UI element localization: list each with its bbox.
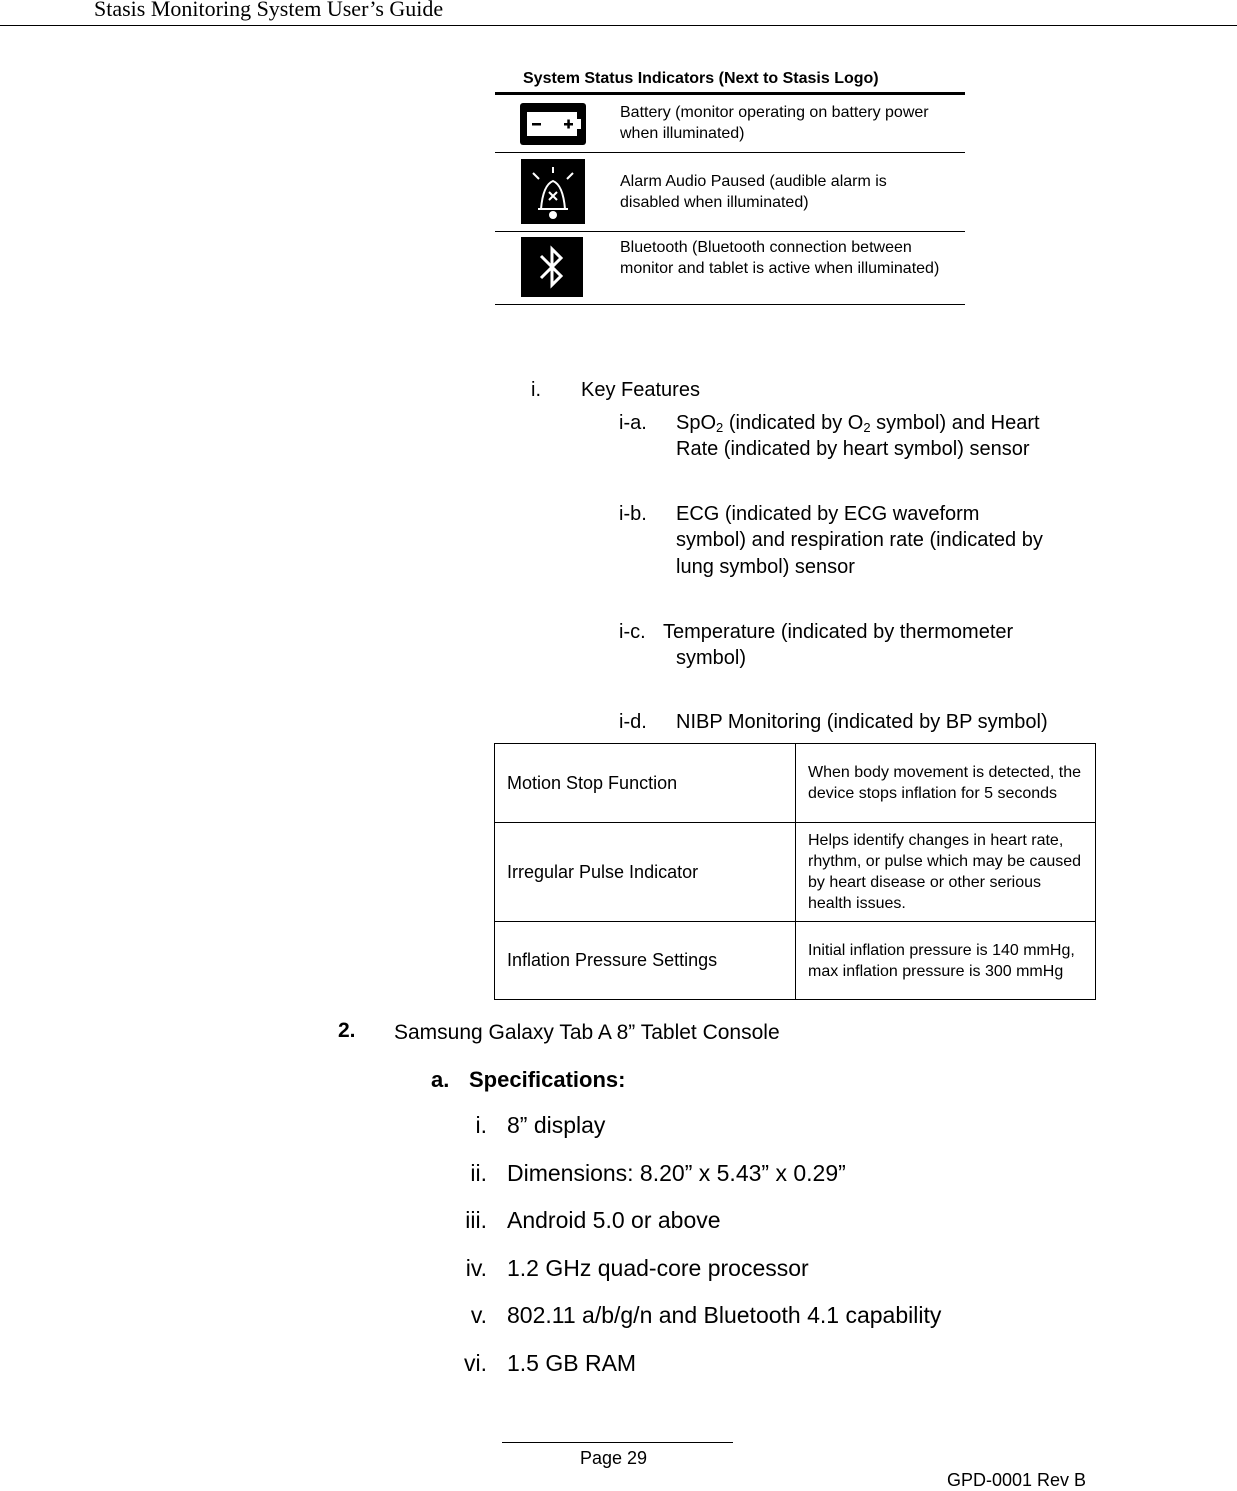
feature-text-ib-line1: ECG (indicated by ECG waveform <box>676 503 980 525</box>
table-cell-description: Helps identify changes in heart rate, rhythm, or pulse which may be caused by heart disease or other serious health issues. <box>796 823 1096 922</box>
feature-text-ic-line2: symbol) <box>676 647 747 669</box>
subsection-label: a. <box>431 1067 450 1092</box>
status-text-battery: Battery (monitor operating on battery power when illuminated) <box>620 104 929 142</box>
spec-text: 1.2 GHz quad-core processor <box>507 1255 809 1281</box>
spec-number: ii. <box>470 1160 487 1186</box>
spec-text: 8” display <box>507 1112 606 1138</box>
key-features-number: i. <box>531 379 541 401</box>
table-row <box>495 922 1096 1000</box>
nibp-feature-table <box>494 743 1096 1000</box>
key-features-heading: Key Features <box>581 379 700 401</box>
status-table-title: System Status Indicators (Next to Stasis Logo) <box>523 70 879 87</box>
feature-text-ia-line2: Rate (indicated by heart symbol) sensor <box>676 438 1030 460</box>
section-title: Samsung Galaxy Tab A 8” Tablet Console <box>394 1021 780 1044</box>
feature-text-ic-line1: Temperature (indicated by thermometer <box>663 621 1014 643</box>
feature-label-ib: i-b. <box>619 503 647 525</box>
table-row <box>495 744 1096 823</box>
status-row-battery <box>495 95 965 153</box>
feature-label-ia: i-a. <box>619 412 647 434</box>
battery-icon <box>520 103 586 145</box>
spec-text: Dimensions: 8.20” x 5.43” x 0.29” <box>507 1160 846 1186</box>
feature-text-id-line1: NIBP Monitoring (indicated by BP symbol) <box>676 711 1048 733</box>
spec-text: Android 5.0 or above <box>507 1207 721 1233</box>
header-title: Stasis Monitoring System User’s Guide <box>94 0 444 21</box>
feature-text-ib-line3: lung symbol) sensor <box>676 556 855 578</box>
spec-number: iii. <box>465 1207 487 1233</box>
spec-number: v. <box>470 1302 487 1328</box>
footer-rule <box>502 1442 733 1443</box>
table-cell-feature: Inflation Pressure Settings <box>495 922 796 1000</box>
header-rule <box>0 25 1237 26</box>
spec-text: 802.11 a/b/g/n and Bluetooth 4.1 capability <box>507 1302 942 1328</box>
status-row-bluetooth <box>495 232 965 305</box>
bluetooth-icon <box>521 237 583 297</box>
feature-text-ib-line2: symbol) and respiration rate (indicated by <box>676 529 1043 551</box>
document-revision: GPD-0001 Rev B <box>947 1470 1087 1490</box>
spec-number: i. <box>475 1112 487 1138</box>
table-cell-feature: Motion Stop Function <box>495 744 796 823</box>
subsection-title: Specifications: <box>469 1067 626 1092</box>
feature-text-ia-line1: SpO$_2$ (indicated by $O_2$ symbol) and Heart <box>676 412 1040 435</box>
spec-text: 1.5 GB RAM <box>507 1350 637 1376</box>
status-row-alarm-paused <box>495 153 965 232</box>
feature-label-ic: i-c. <box>619 621 646 643</box>
spec-number: iv. <box>465 1255 487 1281</box>
table-cell-description: When body movement is detected, the device stops inflation for 5 seconds <box>796 744 1096 823</box>
spec-number: vi. <box>464 1350 487 1376</box>
section-number: 2. <box>338 1019 356 1042</box>
status-text-bluetooth: Bluetooth (Bluetooth connection between monitor and tablet is active when illuminated) <box>620 239 940 277</box>
table-cell-feature: Irregular Pulse Indicator <box>495 823 796 922</box>
table-row <box>495 823 1096 922</box>
table-cell-description: Initial inflation pressure is 140 mmHg, max inflation pressure is 300 mmHg <box>796 922 1096 1000</box>
alarm-paused-icon <box>521 159 585 224</box>
page-number: Page 29 <box>580 1448 648 1468</box>
status-text-alarm-paused: Alarm Audio Paused (audible alarm is disabled when illuminated) <box>620 173 887 211</box>
feature-label-id: i-d. <box>619 711 647 733</box>
